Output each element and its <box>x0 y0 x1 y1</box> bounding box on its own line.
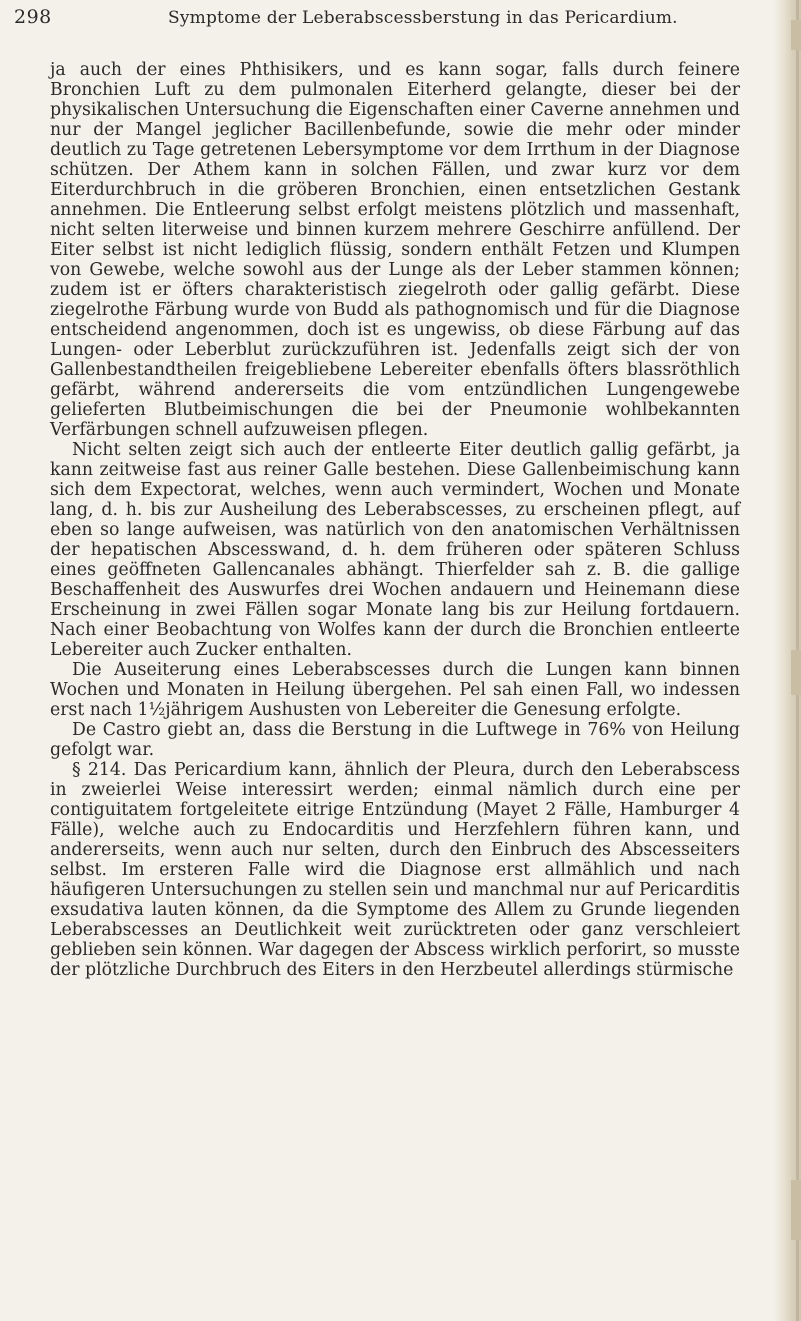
page-number: 298 <box>14 6 52 28</box>
page-edge-mark <box>791 650 801 695</box>
page-header <box>0 0 801 32</box>
page-edge-mark <box>791 1180 801 1240</box>
paragraph-2: Nicht selten zeigt sich auch der entleerte Eiter deutlich gallig gefärbt, ja kann zeitweise fast aus reiner Galle bestehen. Diese Gallenbeimischung kann sich dem Expectorat, welches, wenn auch vermindert, Wochen und Monate lang, d. h. bis zur Ausheilung des Leberabscesses, zu erscheinen pflegt, auf eben so lange aufweisen, was natürlich von den anatomischen Verhältnissen der hepatischen Abscesswand, d. h. dem früheren oder späteren Schluss eines geöffneten Gallencanales abhängt. Thierfelder sah z. B. die gallige Beschaffenheit des Auswurfes drei Wochen andauern und Heinemann diese Erscheinung in zwei Fällen sogar Monate lang bis zur Heilung fortdauern. Nach einer Beobachtung von Wolfes kann der durch die Bronchien entleerte Lebereiter auch Zucker enthalten. <box>50 440 740 660</box>
paragraph-3: Die Auseiterung eines Leberabscesses durch die Lungen kann binnen Wochen und Monaten in Heilung übergehen. Pel sah einen Fall, wo indessen erst nach 1½jährigem Aushusten von Lebereiter die Genesung erfolgte. <box>50 660 740 720</box>
paragraph-4: De Castro giebt an, dass die Berstung in die Luftwege in 76% von Heilung gefolgt war. <box>50 720 740 760</box>
paragraph-1: ja auch der eines Phthisikers, und es kann sogar, falls durch feinere Bronchien Luft zu dem pulmonalen Eiterherd gelangte, dieser bei der physikalischen Untersuchung die Eigenschaften einer Caverne annehmen und nur der Mangel jeglicher Bacillenbefunde, sowie die mehr oder minder deutlich zu Tage getretenen Lebersymptome vor dem Irrthum in der Diagnose schützen. Der Athem kann in solchen Fällen, und zwar kurz vor dem Eiterdurchbruch in die gröberen Bronchien, einen entsetzlichen Gestank annehmen. Die Entleerung selbst erfolgt meistens plötzlich und massenhaft, nicht selten literweise und binnen kurzem mehrere Geschirre anfüllend. Der Eiter selbst ist nicht lediglich flüssig, sondern enthält Fetzen und Klumpen von Gewebe, welche sowohl aus der Lunge als der Leber stammen können; zudem ist er öfters charakteristisch ziegelroth oder gallig gefärbt. Diese ziegelrothe Färbung wurde von Budd als pathognomisch und für die Diagnose entscheidend angenommen, doch ist es ungewiss, ob diese Färbung auf das Lungen- oder Leberblut zurückzuführen ist. Jedenfalls zeigt sich der von Gallenbestandtheilen freigebliebene Lebereiter ebenfalls öfters blassröthlich gefärbt, während andererseits die vom entzündlichen Lungengewebe gelieferten Blutbeimischungen die bei der Pneumonie wohlbekannten Verfärbungen schnell aufzuweisen pflegen. <box>50 60 740 440</box>
paragraph-5: § 214. Das Pericardium kann, ähnlich der Pleura, durch den Leberabscess in zweierlei Weise interessirt werden; einmal nämlich durch eine per contiguitatem fortgeleitete eitrige Entzündung (Mayet 2 Fälle, Hamburger 4 Fälle), welche auch zu Endocarditis und Herzfehlern führen kann, und andererseits, wenn auch nur selten, durch den Einbruch des Abscesseiters selbst. Im ersteren Falle wird die Diagnose erst allmählich und nach häufigeren Untersuchungen zu stellen sein und manchmal nur auf Pericarditis exsudativa lauten können, da die Symptome des Allem zu Grunde liegenden Leberabscesses an Deutlichkeit weit zurücktreten oder ganz verschleiert geblieben sein können. War dagegen der Abscess wirklich perforirt, so musste der plötzliche Durchbruch des Eiters in den Herzbeutel allerdings stürmische <box>50 760 740 980</box>
page-edge-mark <box>791 20 801 50</box>
body-text <box>50 60 740 980</box>
running-title: Symptome der Leberabscessberstung in das Pericardium. <box>168 8 678 28</box>
